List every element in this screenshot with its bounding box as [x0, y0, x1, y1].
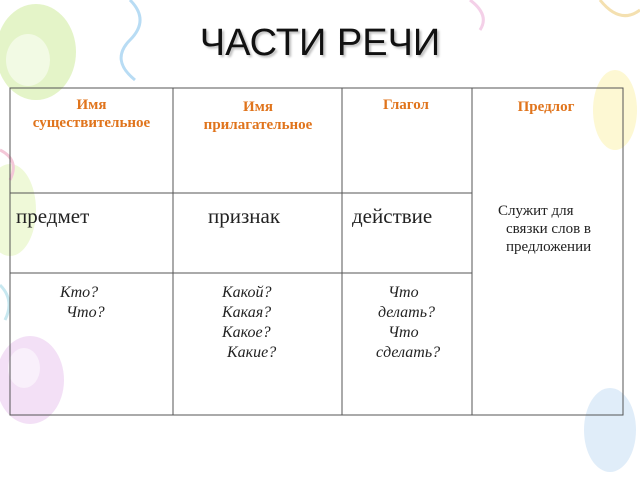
adjective-questions — [222, 283, 276, 363]
verb-word: действие — [352, 204, 433, 228]
verb-question-4: сделать? — [376, 344, 441, 361]
header-verb — [346, 96, 466, 114]
verb-question-1: Что — [388, 284, 419, 301]
preposition-description-line-3: предложении — [506, 239, 592, 255]
noun-question-1: Кто? — [60, 284, 99, 301]
verb-question-2: делать? — [378, 304, 435, 321]
header-verb-line-1: Глагол — [383, 97, 429, 113]
header-adjective — [178, 98, 338, 134]
adjective-question-4: Какие? — [227, 344, 277, 361]
adjective-question-2: Какая? — [222, 304, 272, 321]
verb-question-3: Что — [388, 324, 419, 341]
preposition-description — [498, 202, 622, 256]
noun-question-2: Что? — [66, 304, 105, 321]
header-noun-line-1: Имя — [76, 97, 107, 113]
verb-questions — [370, 283, 440, 363]
header-adjective-line-2: прилагательное — [203, 117, 313, 133]
noun-questions — [60, 283, 105, 323]
header-noun — [14, 96, 169, 132]
header-noun-line-2: существительное — [32, 115, 151, 131]
adjective-word: признак — [208, 204, 281, 228]
adjective-question-3: Какое? — [222, 324, 271, 341]
preposition-description-line-2: связки слов в — [506, 221, 591, 237]
adjective-question-1: Какой? — [222, 284, 272, 301]
header-preposition — [476, 98, 616, 116]
header-adjective-line-1: Имя — [243, 99, 273, 115]
header-preposition-line-1: Предлог — [517, 99, 575, 115]
page-title: ЧАСТИ РЕЧИ — [199, 22, 441, 64]
preposition-description-line-1: Служит для — [498, 203, 574, 219]
noun-word: предмет — [16, 204, 90, 228]
